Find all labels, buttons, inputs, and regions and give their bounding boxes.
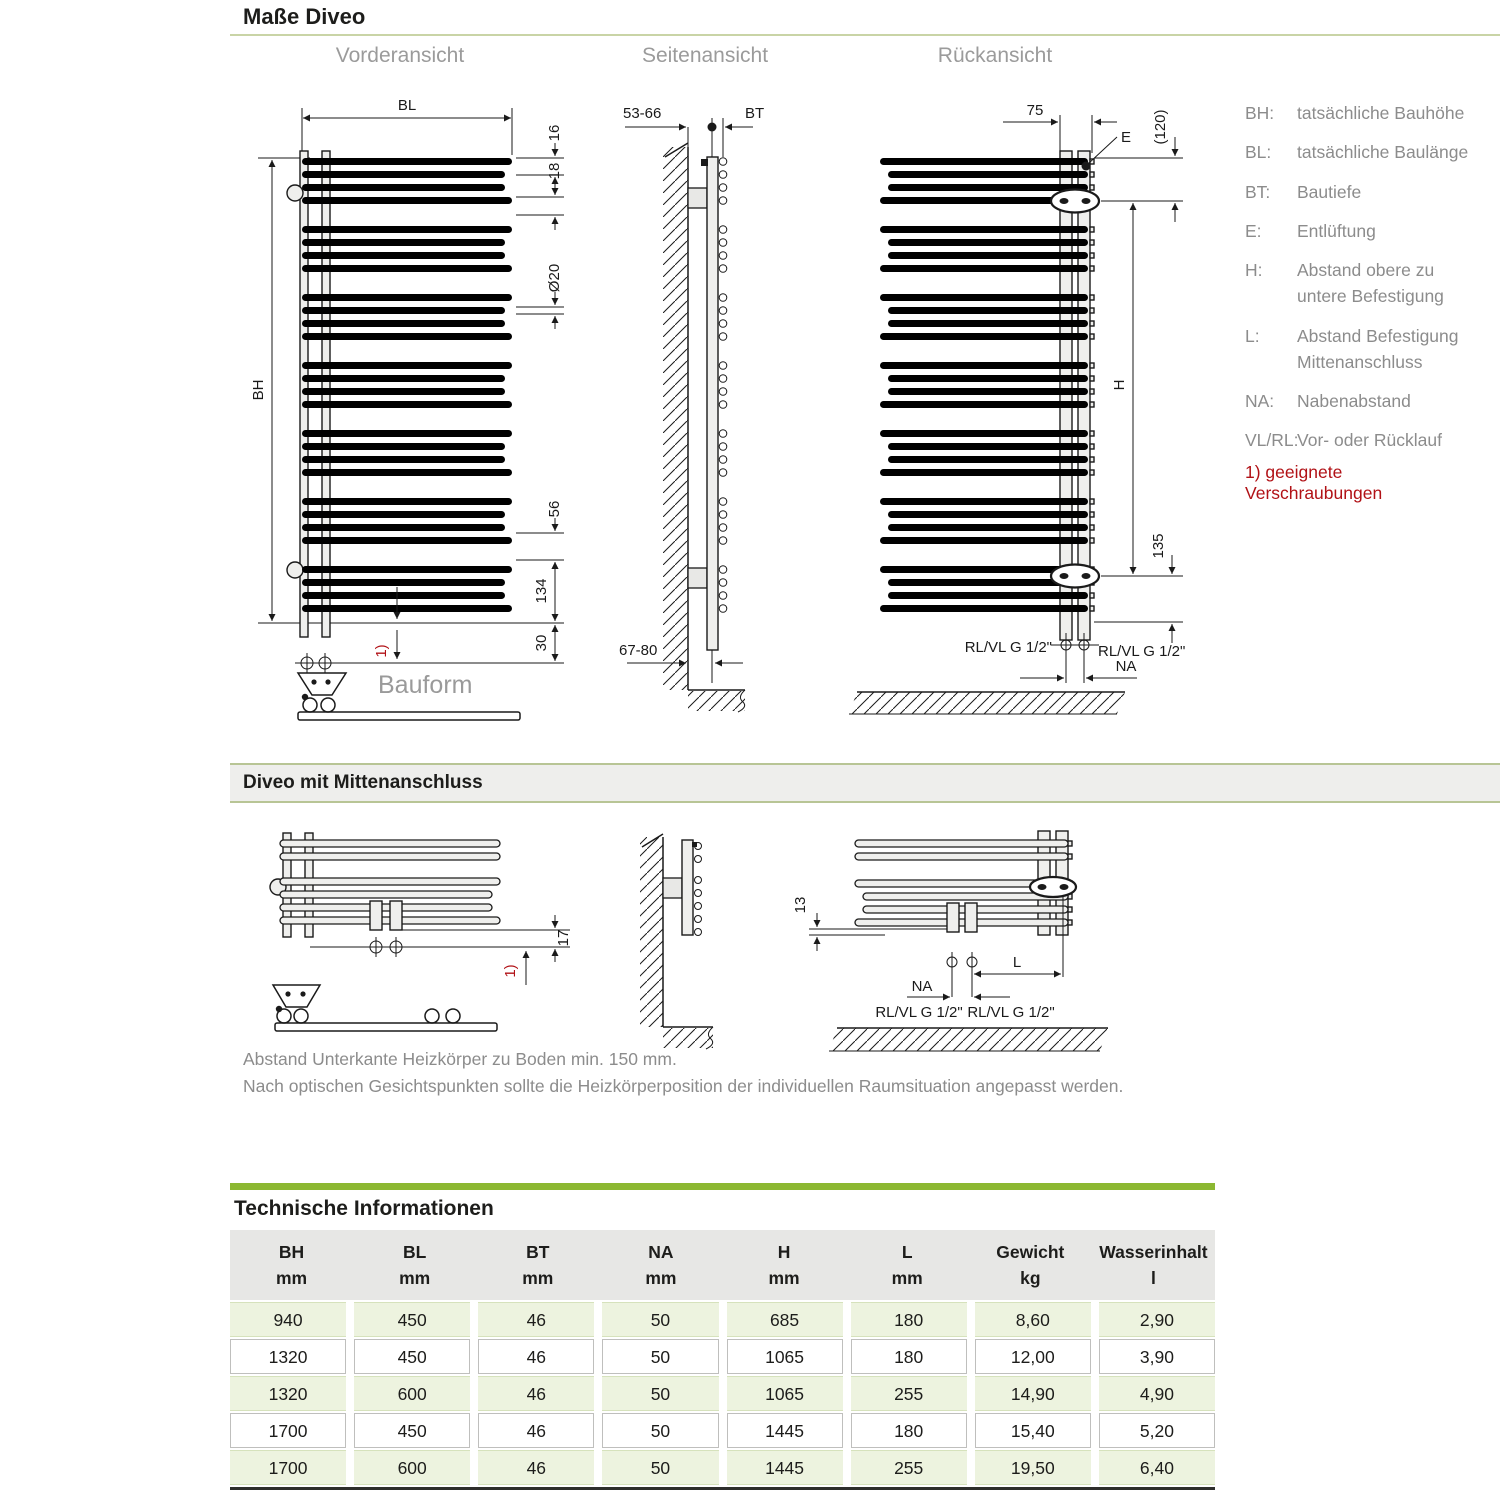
table-bottom-border [230,1487,1215,1490]
dim-bl-label: BL [397,97,417,114]
col-header-h: H mm [768,1242,800,1288]
footnote-1-marker-mid: 1) [502,964,519,978]
table-cell: 1700 [230,1450,346,1485]
mid-section-header [230,763,1500,803]
table-cell: 46 [478,1339,594,1374]
dim-16-label: 16 [546,124,563,142]
table-cell: 1065 [727,1339,843,1374]
legend-term: BL: [1245,142,1272,163]
table-cell: 255 [851,1450,967,1485]
dim-30-label: 30 [533,634,550,652]
legend-def: Nabenabstand [1297,391,1411,411]
connection-rl-left-mid-label: RL/VL G 1/2" [875,1004,963,1021]
table-cell: 46 [478,1376,594,1411]
legend [1245,100,1483,504]
table-cell: 14,90 [975,1376,1091,1411]
legend-def: tatsächliche Bauhöhe [1297,103,1465,123]
table-cell: 46 [478,1302,594,1337]
note-line-2: Nach optischen Gesichtspunkten sollte die Heizkörperposition der individuellen Raumsituation angepasst werden. [243,1076,1124,1097]
table-cell: 46 [478,1450,594,1485]
side-view-drawing [615,85,800,735]
col-header-bh: BH mm [276,1242,308,1288]
table-cell: 4,90 [1099,1376,1215,1411]
legend-def: Abstand obere zu untere Befestigung [1297,260,1444,307]
front-view-title: Vorderansicht [335,44,465,67]
tube-sections-mid [695,843,702,936]
dim-17-label: 17 [555,929,572,947]
dim-20-label: Ø20 [546,263,563,293]
header-divider [230,34,1500,36]
table-cell: 685 [727,1302,843,1337]
dim-134-label: 134 [533,578,550,604]
dim-56-label: 56 [546,500,563,518]
legend-term: E: [1245,220,1262,241]
legend-term: NA: [1245,391,1275,411]
table-cell: 50 [602,1450,718,1485]
dim-bt-label: BT [745,105,765,122]
bauform-label: Bauform [378,671,473,699]
dim-53-66-label: 53-66 [623,105,662,122]
legend-item-l [1245,323,1483,376]
table-cell: 12,00 [975,1339,1091,1374]
side-view-title: Seitenansicht [641,44,769,67]
table-cell: 450 [354,1302,470,1337]
legend-term: BT: [1245,181,1271,202]
mounting-bracket-bottom [1051,565,1099,588]
table-cell: 50 [602,1413,718,1448]
dim-75-label: 75 [1026,102,1044,119]
note-line-1: Abstand Unterkante Heizkörper zu Boden min. 150 mm. [243,1049,677,1069]
col-header-bl: BL mm [399,1242,431,1288]
mid-front-drawing [250,825,590,1040]
table-cell: 6,40 [1099,1450,1215,1485]
table-cell: 46 [478,1413,594,1448]
table-cell: 15,40 [975,1413,1091,1448]
table-cell: 450 [354,1339,470,1374]
table-cell: 2,90 [1099,1302,1215,1337]
legend-item-bt [1245,179,1483,205]
table-cell: 1700 [230,1413,346,1448]
legend-term: L: [1245,325,1260,346]
vent-e-label: E [1121,129,1132,146]
mid-section-title: Diveo mit Mittenanschluss [243,772,483,793]
table-header-row [230,1230,1215,1300]
table-accent-bar [230,1183,1215,1190]
dim-135-label: 135 [1150,533,1167,559]
table-title: Technische Informationen [234,1197,494,1220]
table-cell: 1065 [727,1376,843,1411]
mounting-bracket-top [1051,190,1099,213]
page-title: Maße Diveo [243,4,366,29]
legend-def: Entlüftung [1297,220,1376,241]
dim-l-label: L [1012,954,1022,971]
dim-na-mid-label: NA [911,978,933,995]
footnote-1-marker: 1) [373,644,390,658]
table-cell: 1445 [727,1450,843,1485]
dim-bh-label: BH [250,379,267,401]
legend-term: H: [1245,260,1263,280]
table-cell: 1320 [230,1339,346,1374]
table-cell: 1445 [727,1413,843,1448]
table-cell: 450 [354,1413,470,1448]
legend-term: BH: [1245,103,1275,123]
dim-13-label: 13 [792,896,809,914]
table-cell: 3,90 [1099,1339,1215,1374]
table-cell: 50 [602,1339,718,1374]
legend-def: tatsächliche Baulänge [1297,142,1469,163]
valve-icon-mid [273,985,497,1031]
installation-notes [243,1046,1293,1100]
table-row [230,1376,1215,1411]
table-row [230,1339,1215,1374]
connection-rl-left-label: RL/VL G 1/2" [964,639,1052,656]
legend-item-bh [1245,100,1483,126]
legend-item-e [1245,218,1483,244]
rear-view-title: Rückansicht [937,44,1053,67]
table-row [230,1450,1215,1485]
dim-na-label: NA [1115,658,1137,675]
table-cell: 50 [602,1376,718,1411]
front-view-drawing [250,85,580,735]
dim-h-label: H [1111,379,1128,391]
legend-term: VL/RL: [1245,430,1299,451]
table-cell: 19,50 [975,1450,1091,1485]
technical-info-section [230,1183,1215,1490]
table-cell: 180 [851,1339,967,1374]
mid-side-drawing [635,825,770,1060]
legend-def: Bautiefe [1297,181,1362,202]
table-row [230,1302,1215,1337]
connection-rl-right-mid-label: RL/VL G 1/2" [967,1004,1055,1021]
dim-67-80-label: 67-80 [619,642,658,659]
col-header-l: L mm [891,1242,923,1288]
radiator-tubes-front [302,158,512,612]
tube-sections [719,158,727,613]
mounting-bracket-mid [1030,877,1076,897]
table-cell: 940 [230,1302,346,1337]
col-header-gewicht: Gewicht kg [996,1242,1065,1288]
table-cell: 50 [602,1302,718,1337]
table-cell: 5,20 [1099,1413,1215,1448]
legend-item-na [1245,388,1483,414]
table-cell: 180 [851,1413,967,1448]
table-cell: 1320 [230,1376,346,1411]
mid-rear-drawing [792,825,1145,1060]
legend-item-bl [1245,139,1483,165]
radiator-tubes-rear [880,158,1088,612]
table-cell: 255 [851,1376,967,1411]
table-row [230,1413,1215,1448]
table-cell: 600 [354,1450,470,1485]
col-header-na: NA mm [645,1242,677,1288]
table-cell: 180 [851,1302,967,1337]
legend-footnote: 1) geeignete Verschraubungen [1245,461,1383,503]
table-cell: 600 [354,1376,470,1411]
legend-def: Abstand Befestigung Mittenanschluss [1297,325,1459,372]
table-cell: 8,60 [975,1302,1091,1337]
legend-item-h [1245,257,1483,310]
col-header-bt: BT mm [522,1242,554,1288]
legend-item-vlrl [1245,427,1483,453]
dim-18-label: 18 [546,162,563,180]
col-header-wasserinhalt: Wasserinhalt l [1099,1242,1208,1288]
dim-120-label: (120) [1152,109,1169,145]
legend-def: Vor- oder Rücklauf [1297,430,1442,451]
connection-rl-right-label: RL/VL G 1/2" [1098,643,1186,660]
rear-view-drawing [845,85,1205,745]
